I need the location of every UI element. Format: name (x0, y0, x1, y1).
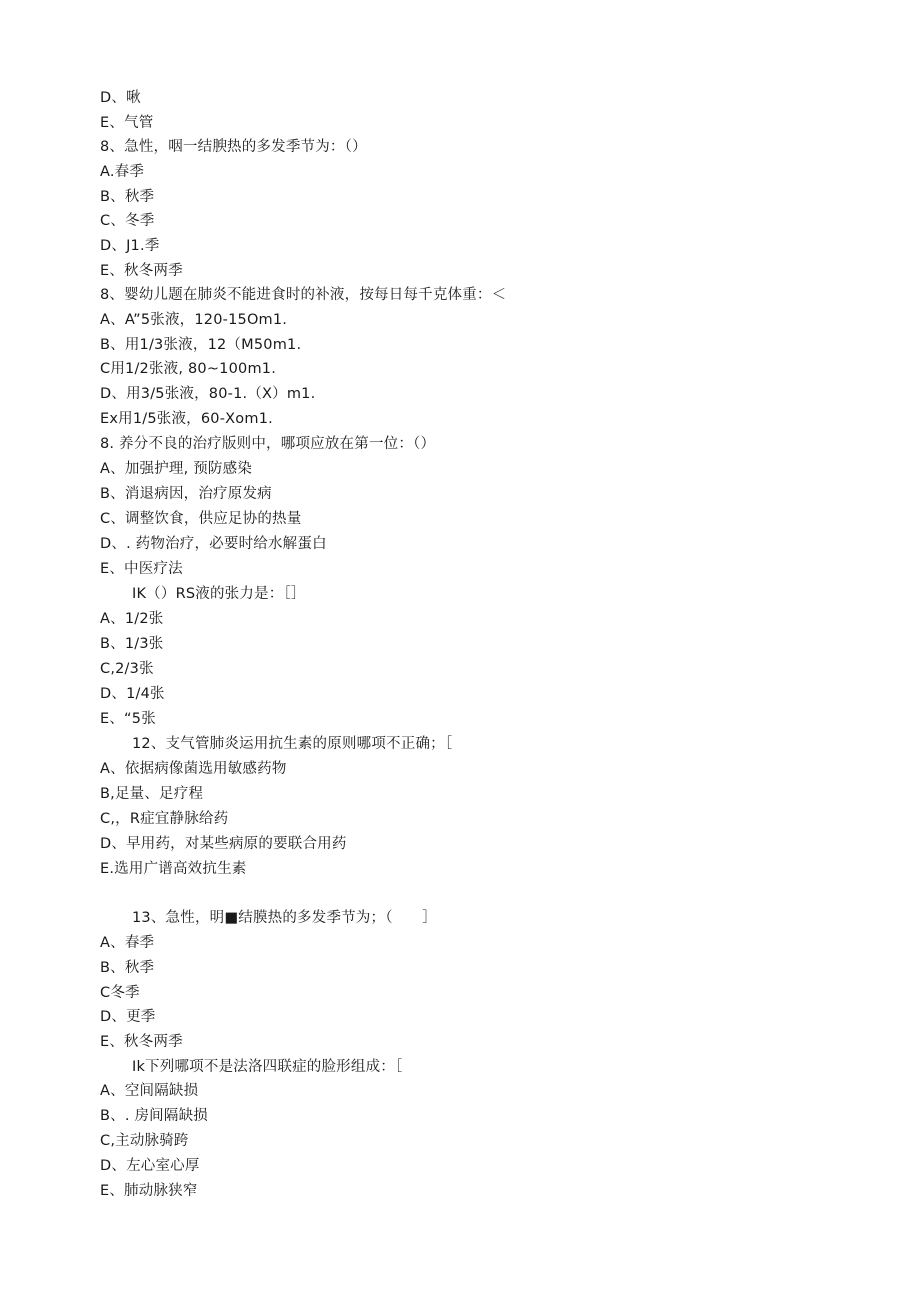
question-stem: 8、婴幼儿题在肺炎不能进食时的补液，按每日每千克体重：＜ (100, 287, 507, 303)
question-option: E、“5张 (100, 711, 156, 727)
question-option: C,2/3张 (100, 661, 154, 677)
question-option: D、啾 (100, 90, 141, 106)
question-stem: 12、支气管肺炎运用抗生素的原则哪项不正确；［ (132, 736, 453, 752)
question-stem: IK（）RS液的张力是：［］ (132, 586, 306, 602)
question-option: A、A”5张液，120-15Om1. (100, 312, 288, 328)
question-option: A、春季 (100, 935, 155, 951)
question-option: C,主动脉骑跨 (100, 1133, 189, 1149)
question-stem: Ik下列哪项不是法洛四联症的脸形组成：［ (132, 1059, 403, 1075)
question-option: C、调整饮食，供应足协的热量 (100, 511, 302, 527)
question-option: E、肺动脉狭窄 (100, 1183, 198, 1199)
question-stem: 13、急性，明■结膜热的多发季节为；（ ］ (132, 910, 437, 926)
question-option: A、加强护理, 预防感染 (100, 461, 253, 477)
question-option: B、用1/3张液，12（M50m1. (100, 337, 302, 353)
question-option: A.春季 (100, 164, 145, 180)
question-option: D、早用药，对某些病原的要联合用药 (100, 836, 347, 852)
question-option: A、1/2张 (100, 611, 164, 627)
question-option: A、空间隔缺损 (100, 1083, 199, 1099)
question-option: D、更季 (100, 1009, 156, 1025)
question-option: Ex用1/5张液，60-Xom1. (100, 411, 273, 427)
question-option: C用1/2张液, 80~100m1. (100, 361, 277, 377)
question-option: B、消退病因，治疗原发病 (100, 486, 272, 502)
question-option: E.选用广谱高效抗生素 (100, 861, 247, 877)
question-option: B、1/3张 (100, 636, 164, 652)
question-option: C冬季 (100, 985, 140, 1001)
question-option: A、依据病像菌选用敏感药物 (100, 761, 287, 777)
question-stem: 8. 养分不良的治疗版则中，哪项应放在第一位：（） (100, 436, 436, 452)
question-option: C、冬季 (100, 213, 155, 229)
question-stem: 8、急性，咽一结腴热的多发季节为：（） (100, 139, 367, 155)
question-option: D、1/4张 (100, 686, 165, 702)
question-option: E、中医疗法 (100, 561, 183, 577)
question-option: C,，R症宜静脉给药 (100, 811, 229, 827)
question-option: B,足量、足疗程 (100, 786, 204, 802)
question-option: E、秋冬两季 (100, 263, 183, 279)
question-option: D、左心室心厚 (100, 1158, 200, 1174)
question-option: D、用3/5张液，80-1.（X）m1. (100, 386, 316, 402)
question-option: E、气管 (100, 115, 154, 131)
question-option: D、J1.季 (100, 238, 160, 254)
question-option: D、. 药物治疗，必要时给水解蛋白 (100, 536, 327, 552)
question-option: B、秋季 (100, 189, 155, 205)
question-option: B、. 房间隔缺损 (100, 1108, 208, 1124)
question-option: E、秋冬两季 (100, 1034, 183, 1050)
question-option: B、秋季 (100, 960, 155, 976)
